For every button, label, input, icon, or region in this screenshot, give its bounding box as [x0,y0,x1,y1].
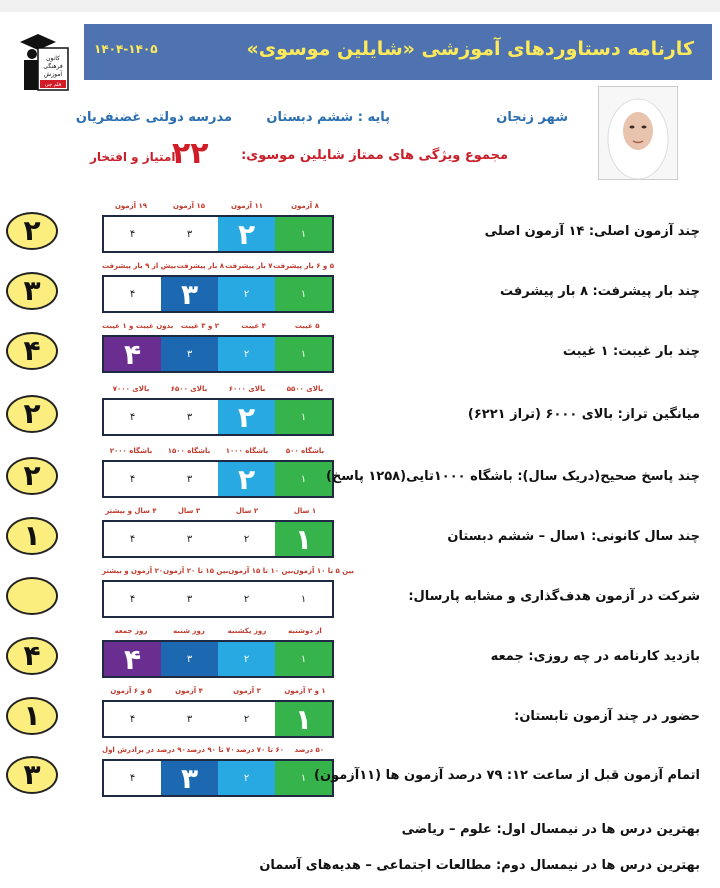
level-label: ۴ غیبت [241,322,266,330]
level-cell-2: ۲ [243,713,250,725]
level-labels [102,746,334,754]
level-label: ۲ و ۳ غیبت [180,322,220,330]
traits-label: مجموع ویژگی های ممتاز شایلین موسوی: [241,148,508,163]
level-label: روز یکشنبه [227,627,267,635]
achievement-row [0,563,720,623]
level-label: از دوشنبه [288,627,322,635]
level-label: روز جمعه [114,627,148,635]
level-label: ۹۰ درصد در برادرش اول [102,746,186,754]
level-cell-2: ۲ [243,533,250,545]
level-cell-1: ۱ [275,337,332,371]
achievement-row [0,258,720,318]
level-cell-2: ۲ [218,337,275,371]
row-score-circle: ۲ [6,212,58,250]
level-labels [102,447,334,455]
row-score-circle: ۱ [6,517,58,555]
row-question: بازدید کارنامه در چه روزی: جمعه [490,649,700,664]
level-labels [102,262,334,270]
level-cell-4: ۴ [129,411,136,423]
academic-years: ۱۴۰۴-۱۴۰۵ [94,42,158,56]
level-label: ۲ سال [235,507,259,515]
level-bar [102,460,334,498]
logo-line-2: فرهنگی [43,63,63,70]
level-bar [102,215,334,253]
level-cell-1: ۱ [275,400,332,434]
student-grade: پایه : ششم دبستان [266,110,390,125]
level-cell-4: ۴ [129,772,136,784]
level-label: ۶۰ تا ۷۰ درصد [235,746,284,754]
level-bar [102,700,334,738]
row-score-circle: ۳ [6,756,58,794]
level-cell-1: ۱ [275,522,332,556]
level-label: بین ۱۰ تا ۱۵ آزمون [228,567,294,575]
achievement-row [0,198,720,258]
level-cell-2: ۲ [218,277,275,311]
level-cell-3: ۳ [186,228,193,240]
student-city: شهر زنجان [496,110,568,125]
level-bar [102,398,334,436]
level-labels [102,687,334,695]
level-cell-4: ۴ [129,228,136,240]
level-cell-3: ۳ [186,593,193,605]
row-score-circle: ۲ [6,457,58,495]
level-label: ۱ و ۲ آزمون [284,687,326,695]
level-label: بین ۵ تا ۱۰ آزمون [293,567,355,575]
level-cell-3: ۳ [186,411,193,423]
student-school: مدرسه دولتی غضنفریان [75,110,232,125]
level-cell-2: ۲ [218,642,275,676]
row-score-circle: ۳ [6,272,58,310]
level-cell-3: ۳ [161,337,218,371]
achievement-row [0,318,720,378]
header-bar [84,24,712,80]
level-cell-1: ۱ [275,761,332,795]
logo-line-1: کانون [46,55,60,62]
row-question: چند پاسخ صحیح(دریک سال): باشگاه ۱۰۰۰تایی(۱۲۵۸ پاسخ) [325,469,700,484]
level-label: ۷ بار پیشرفت [225,262,273,270]
level-label: روز شنبه [173,627,205,635]
level-label: ۱ سال [293,507,317,515]
level-cell-2: ۲ [218,217,275,251]
level-label: باشگاه ۱۰۰۰ [225,447,269,455]
row-score-circle: ۴ [6,332,58,370]
level-label: ۵ و ۶ بار پیشرفت [273,262,335,270]
level-labels [102,567,355,575]
level-cell-3: ۳ [186,713,193,725]
achievement-row [0,503,720,563]
row-question: میانگین تراز: بالای ۶۰۰۰ (تراز ۶۲۲۱) [467,407,700,422]
level-labels [102,627,334,635]
row-score-circle: ۴ [6,637,58,675]
row-score-circle: ۲ [6,395,58,433]
best-subjects-second-semester: بهترین درس ها در نیمسال دوم: مطالعات اجتماعی – هدیه‌های آسمان [259,858,700,873]
level-label: ۱۱ آزمون [230,202,264,210]
level-label: باشگاه ۱۵۰۰ [167,447,211,455]
achievement-row [0,443,720,503]
kanoon-logo [14,30,76,102]
level-label: ۳ سال [177,507,201,515]
best-subjects-first-semester: بهترین درس ها در نیمسال اول: علوم – ریاضی [401,822,700,837]
level-cell-1: ۱ [275,462,332,496]
level-label: ۴ آزمون [175,687,203,695]
level-bar [102,759,334,797]
level-label: باشگاه ۲۰۰۰ [109,447,153,455]
level-label: ۸ بار پیشرفت [176,262,225,270]
level-cell-1: ۱ [275,217,332,251]
top-strip [0,0,720,12]
achievement-row [0,683,720,743]
level-label: ۴ سال و بیشتر [105,507,157,515]
level-label: بالای ۵۵۰۰ [286,385,324,393]
total-score-label: امتیاز و افتخار [90,150,176,164]
level-labels [102,507,334,515]
level-cell-1: ۱ [275,702,332,736]
level-cell-1: ۱ [275,642,332,676]
level-cell-4: ۴ [104,642,161,676]
level-label: بدون غیبت و ۱ غیبت [102,322,174,330]
level-bar [102,335,334,373]
report-title: کارنامه دستاوردهای آموزشی «شایلین موسوی» [246,38,694,60]
total-score: ۲۲ [172,136,209,171]
level-cell-2: ۲ [218,400,275,434]
row-question: اتمام آزمون قبل از ساعت ۱۲: ۷۹ درصد آزمون ها (۱۱آزمون) [314,768,700,783]
level-cell-4: ۴ [129,288,136,300]
level-cell-2: ۲ [243,593,250,605]
level-label: ۵۰ درصد [294,746,325,754]
level-cell-4: ۴ [129,533,136,545]
row-question: شرکت در آزمون هدف‌گذاری و مشابه پارسال: [408,589,700,604]
level-cell-2: ۲ [218,761,275,795]
level-cell-3: ۳ [161,277,218,311]
row-question: چند بار پیشرفت: ۸ بار پیشرفت [499,284,700,299]
level-label: ۸ آزمون [291,202,319,210]
row-question: چند سال کانونی: ۱سال – ششم دبستان [447,529,700,544]
level-cell-4: ۴ [129,593,136,605]
level-label: بالای ۷۰۰۰ [112,385,150,393]
level-cell-3: ۳ [161,761,218,795]
level-label: بیش از ۹ بار پیشرفت [102,262,177,270]
level-cell-4: ۴ [129,713,136,725]
level-label: ۲۰ آزمون و بیشتر [102,567,164,575]
level-labels [102,385,334,393]
level-cell-4: ۴ [104,337,161,371]
row-score-circle: ۱ [6,697,58,735]
level-label: بالای ۶۵۰۰ [170,385,208,393]
level-cell-4: ۴ [129,473,136,485]
student-photo [598,86,678,180]
level-label: ۵ غیبت [294,322,320,330]
row-question: حضور در چند آزمون تابستان: [514,709,700,724]
level-label: بین ۱۵ تا ۲۰ آزمون [163,567,229,575]
level-labels [102,202,334,210]
achievement-row [0,742,720,802]
level-label: ۳ آزمون [233,687,261,695]
level-cell-1: ۱ [275,277,332,311]
level-label: ۱۵ آزمون [172,202,206,210]
level-label: باشگاه ۵۰۰ [285,447,325,455]
level-bar [102,580,334,618]
level-bar [102,640,334,678]
level-label: بالای ۶۰۰۰ [228,385,266,393]
logo-line-3: آموزش [43,71,63,78]
logo-line-4: قلم چی [44,82,62,88]
level-label: ۵ و ۶ آزمون [110,687,152,695]
level-labels [102,322,334,330]
achievement-row [0,623,720,683]
level-bar [102,520,334,558]
row-question: چند آزمون اصلی: ۱۴ آزمون اصلی [484,224,700,239]
level-bar [102,275,334,313]
level-cell-2: ۲ [218,462,275,496]
row-score-circle [6,577,58,615]
level-cell-3: ۳ [161,642,218,676]
level-cell-1: ۱ [300,593,307,605]
row-question: چند بار غیبت: ۱ غیبت [562,344,700,359]
level-label: ۷۰ تا ۹۰ درصد [186,746,235,754]
level-cell-3: ۳ [186,473,193,485]
level-label: ۱۹ آزمون [114,202,148,210]
level-cell-3: ۳ [186,533,193,545]
achievement-row [0,381,720,441]
